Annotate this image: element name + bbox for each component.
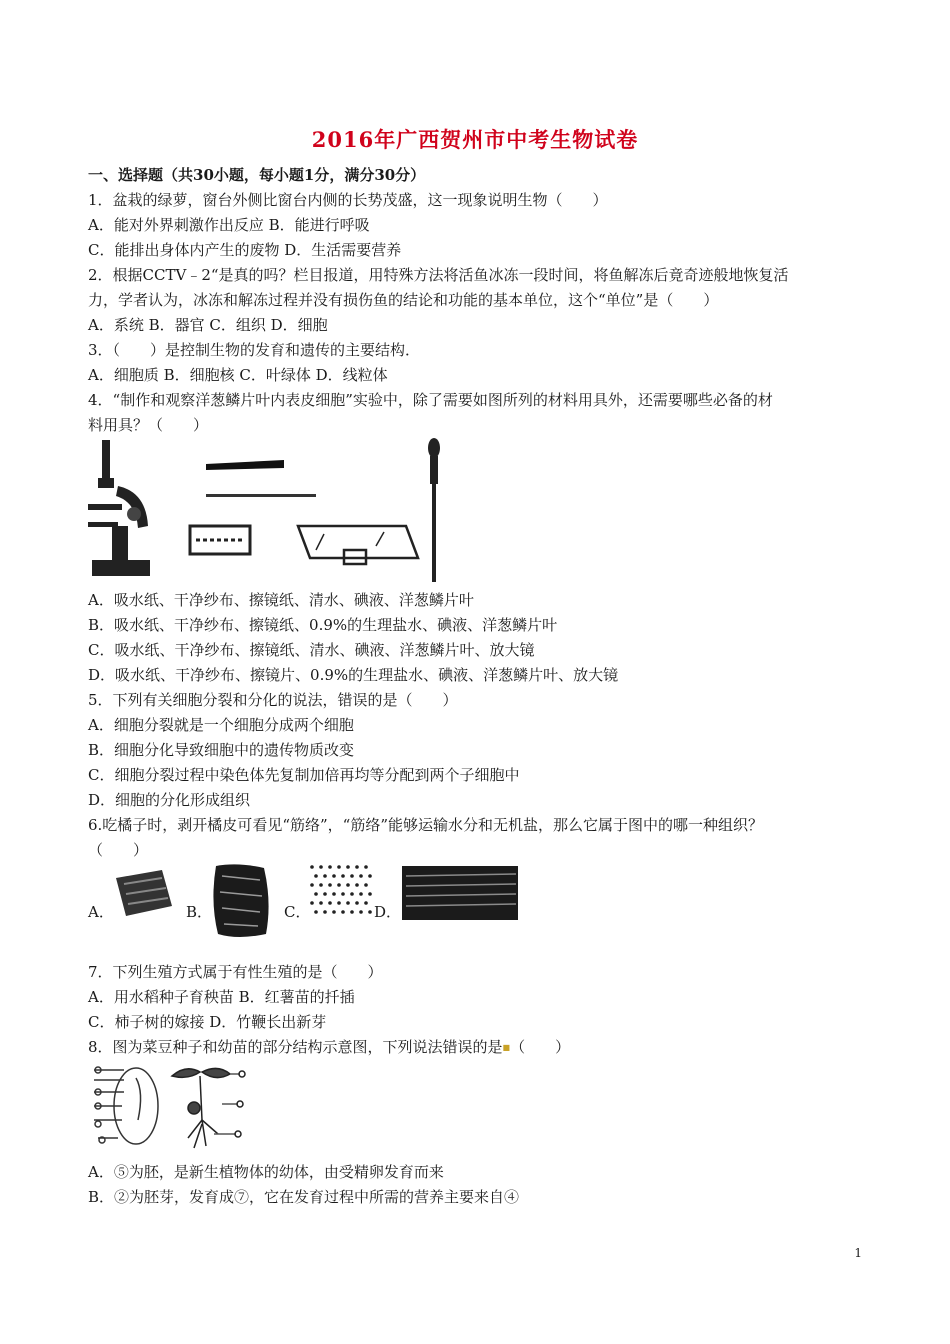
q2-options: A．系统 B．器官 C．组织 D．细胞 [88, 316, 328, 334]
q6-label-a: A． [88, 903, 114, 921]
tissue-cell-dot [323, 874, 327, 878]
q7-options-cd: C．柿子树的嫁接 D．竹鞭长出新芽 [88, 1013, 327, 1031]
q6-label-c: C． [284, 903, 311, 921]
tissue-cell-dot [346, 901, 350, 905]
tissue-cell-dot [332, 910, 336, 914]
q8-option-a: A．⑤为胚，是新生植物体的幼体，由受精卵发育而来 [88, 1163, 444, 1181]
tissue-cell-dot [328, 901, 332, 905]
q4-option-d: D．吸水纸、干净纱布、擦镜片、0.9%的生理盐水、碘液、洋葱鳞片叶、放大镜 [88, 666, 619, 684]
tissue-cell-dot [337, 865, 341, 869]
tissue-cell-dot [341, 910, 345, 914]
tissue-cell-dot [364, 901, 368, 905]
tissue-cell-dot [319, 865, 323, 869]
tissue-cell-dot [364, 883, 368, 887]
tissue-cell-dot [355, 901, 359, 905]
q6-stem-line2: （ ） [88, 841, 149, 859]
tissue-cell-dot [337, 901, 341, 905]
q4-stem-line1: 4．“制作和观察洋葱鳞片叶内表皮细胞”实验中，除了需要如图所列的材料用具外，还需要哪些必备的材 [88, 391, 773, 409]
seedling-diagram [172, 1068, 245, 1148]
q8-stem [88, 1037, 570, 1058]
tissue-cell-dot [359, 874, 363, 878]
q4-option-b: B．吸水纸、干净纱布、擦镜纸、0.9%的生理盐水、碘液、洋葱鳞片叶 [88, 616, 558, 634]
forceps-icon [206, 460, 316, 497]
q1-options-ab: A．能对外界刺激作出反应 B．能进行呼吸 [88, 216, 370, 234]
tissue-cell-dot [328, 865, 332, 869]
q5-stem: 5．下列有关细胞分裂和分化的说法，错误的是（ ） [88, 691, 458, 709]
q1-stem: 1．盆栽的绿萝，窗台外侧比窗台内侧的长势茂盛，这一现象说明生物（ ） [88, 191, 608, 209]
page-title: 2016年广西贺州市中考生物试卷 [311, 127, 639, 152]
q4-stem-line2: 料用具？（ ） [88, 416, 209, 434]
tissue-cell-dot [350, 892, 354, 896]
glass-slide-icon [298, 526, 418, 564]
q1-options-cd: C．能排出身体内产生的废物 D．生活需要营养 [88, 241, 402, 259]
tissue-cell-dot [359, 892, 363, 896]
tissue-cell-dot [368, 910, 372, 914]
tissue-c-image [306, 862, 372, 920]
q2-stem-line2: 力，学者认为，冰冻和解冻过程并没有损伤鱼的结论和功能的基本单位，这个“单位”是（ ） [88, 291, 719, 309]
tissue-cell-dot [323, 910, 327, 914]
q4-option-c: C．吸水纸、干净纱布、擦镜纸、清水、碘液、洋葱鳞片叶、放大镜 [88, 641, 535, 659]
tissue-cell-dot [319, 901, 323, 905]
dropper-icon [428, 438, 440, 582]
tissue-cell-dot [314, 892, 318, 896]
q3-options: A．细胞质 B．细胞核 C．叶绿体 D．线粒体 [88, 366, 388, 384]
tissue-cell-dot [332, 892, 336, 896]
section-heading: 一、选择题（共30小题，每小题1分，满分30分） [88, 166, 426, 184]
tissue-cell-dot [359, 910, 363, 914]
q6-label-b: B． [186, 903, 213, 921]
q6-stem-line1: 6.吃橘子时，剥开橘皮可看见“筋络”，“筋络”能够运输水分和无机盐，那么它属于图中的哪一种组织？ [88, 816, 763, 834]
microscope-icon [88, 440, 150, 576]
tissue-cell-dot [310, 883, 314, 887]
tissue-cell-dot [368, 892, 372, 896]
q8-stem-text: 8．图为菜豆种子和幼苗的部分结构示意图，下列说法错误的是 [88, 1038, 503, 1056]
tissue-cell-dot [346, 883, 350, 887]
tissue-cell-dot [364, 865, 368, 869]
q3-stem: 3．（ ）是控制生物的发育和遗传的主要结构． [88, 341, 421, 359]
tissue-cell-dot [341, 892, 345, 896]
tissue-cell-dot [319, 883, 323, 887]
tissue-cell-dot [350, 874, 354, 878]
tissue-cell-dot [314, 874, 318, 878]
tissue-cell-dot [350, 910, 354, 914]
tissue-b-image [208, 862, 274, 940]
razor-blade-icon [190, 526, 250, 554]
q5-option-c: C．细胞分裂过程中染色体先复制加倍再均等分配到两个子细胞中 [88, 766, 520, 784]
q2-stem-line1: 2．根据CCTV﹣2“是真的吗？栏目报道，用特殊方法将活鱼冰冻一段时间，将鱼解冻后竟奇迹般地恢复活 [88, 266, 789, 284]
q7-stem: 7．下列生殖方式属于有性生殖的是（ ） [88, 963, 383, 981]
tissue-cell-dot [355, 883, 359, 887]
lab-tools-figure [88, 438, 448, 586]
tissue-cell-dot [310, 865, 314, 869]
q6-label-d: D． [374, 903, 402, 921]
tissue-a-image [112, 868, 176, 918]
tissue-cell-dot [323, 892, 327, 896]
tissue-cell-dot [314, 910, 318, 914]
bean-seed-seedling-figure [90, 1062, 250, 1154]
tissue-cell-dot [310, 901, 314, 905]
q8-stem-paren: （ ） [510, 1038, 571, 1056]
tissue-d-image [400, 862, 522, 922]
tissue-cell-dot [355, 865, 359, 869]
q4-option-a: A．吸水纸、干净纱布、擦镜纸、清水、碘液、洋葱鳞片叶 [88, 591, 474, 609]
q5-option-a: A．细胞分裂就是一个细胞分成两个细胞 [88, 716, 354, 734]
q8-option-b: B．②为胚芽，发育成⑦，它在发育过程中所需的营养主要来自④ [88, 1188, 520, 1206]
tissue-cell-dot [328, 883, 332, 887]
page-number: 1 [854, 1246, 862, 1260]
tissue-cell-dot [341, 874, 345, 878]
scan-mark: ■ [502, 1043, 511, 1052]
q5-option-b: B．细胞分化导致细胞中的遗传物质改变 [88, 741, 355, 759]
tissue-cell-dot [332, 874, 336, 878]
tissue-cell-dot [368, 874, 372, 878]
q7-options-ab: A．用水稻种子育秧苗 B．红薯苗的扦插 [88, 988, 355, 1006]
tissue-cell-dot [337, 883, 341, 887]
bean-seed-diagram [94, 1067, 158, 1144]
q5-option-d: D．细胞的分化形成组织 [88, 791, 251, 809]
tissue-cell-dot [346, 865, 350, 869]
